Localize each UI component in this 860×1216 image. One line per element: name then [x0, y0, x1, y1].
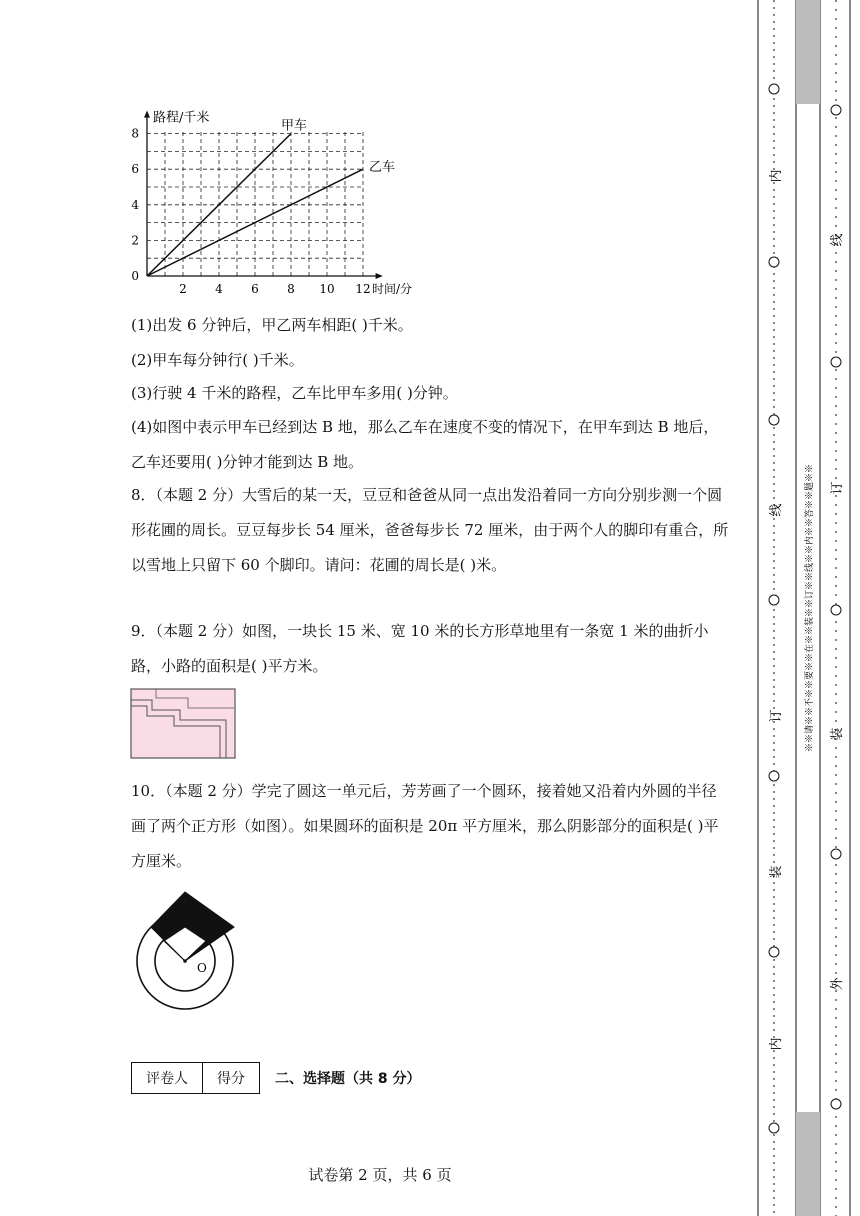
x-tick-12: 12	[355, 282, 371, 296]
outer-label-2: 订	[830, 481, 845, 495]
reviewer-cell: 评卷人	[132, 1063, 203, 1093]
y-tick-4: 4	[131, 197, 139, 212]
inner-binding-circle-1	[769, 84, 779, 94]
binding-instruction: ※※请※※不※※要※※在※※装※※订※※线※※内※※答※※题※※	[805, 463, 815, 753]
q7-sub4: (4)如图中表示甲车已经到达 B 地，那么乙车在速度不变的情况下，在甲车到达 B 地后，乙车还要用( )分钟才能到达 B 地。	[131, 418, 719, 471]
inner-label-1: 内	[769, 169, 784, 183]
inner-label-3: 装	[769, 865, 784, 879]
outer-binding-circle-1	[831, 105, 841, 115]
distance-time-chart	[125, 108, 435, 298]
inner-label-2: 订	[769, 709, 784, 723]
y-tick-2: 2	[131, 233, 139, 248]
outer-label-1: 线	[830, 233, 845, 247]
question-8: 8．（本题 2 分）大雪后的某一天，豆豆和爸爸从同一点出发沿着同一方向分别步测一个圆形花圃的周长。豆豆每步长 54 厘米，爸爸每步长 72 厘米，由于两个人的脚印有重合，所以雪地上只留下 60 个脚印。请问：花圃的周长是( )米。	[131, 486, 729, 574]
page-footer: 试卷第 2 页，共 6 页	[308, 1166, 452, 1184]
y-tick-0: 0	[131, 269, 139, 283]
series-label-2: 乙车	[369, 160, 396, 176]
x-axis-arrow	[376, 273, 383, 279]
series-label-1: 甲车	[281, 118, 308, 134]
chart-grid	[147, 130, 363, 276]
inner-label-4: 内	[769, 1037, 784, 1051]
inner-binding-circle-5	[769, 771, 779, 781]
question-9: 9．（本题 2 分）如图，一块长 15 米、宽 10 米的长方形草地里有一条宽 1 米的曲折小路，小路的面积是( )平方米。	[131, 622, 709, 675]
outer-binding-circle-4	[831, 849, 841, 859]
question-10: 10．（本题 2 分）学完了圆这一单元后，芳芳画了一个圆环，接着她又沿着内外圆的半径画了两个正方形（如图）。如果圆环的面积是 20π 平方厘米，那么阴影部分的面积是( )平方厘米。	[131, 782, 719, 870]
y-axis-label: 路程/千米	[153, 110, 210, 126]
outer-binding-circle-3	[831, 605, 841, 615]
inner-binding-circle-7	[769, 1123, 779, 1133]
lawn-path-figure	[130, 688, 236, 760]
outer-binding-circle-2	[831, 357, 841, 367]
y-axis-arrow	[144, 110, 150, 117]
q7-sub3: (3)行驶 4 千米的路程，乙车比甲车多用( )分钟。	[131, 384, 458, 402]
y-tick-6: 6	[131, 162, 139, 177]
x-axis-label: 时间/分	[372, 282, 413, 296]
score-table	[131, 1062, 260, 1094]
x-tick-2: 2	[179, 282, 187, 296]
binding-margin	[750, 0, 860, 1216]
score-cell: 得分	[217, 1071, 245, 1087]
inner-binding-circle-3	[769, 415, 779, 425]
inner-binding-circle-2	[769, 257, 779, 267]
x-tick-6: 6	[251, 282, 259, 296]
outer-label-4: 外	[830, 977, 845, 991]
outer-label-3: 装	[830, 727, 845, 741]
y-tick-8: 8	[131, 126, 139, 141]
outer-binding-circle-5	[831, 1099, 841, 1109]
chart-series	[147, 119, 395, 276]
x-tick-10: 10	[319, 282, 335, 296]
inner-binding-circle-4	[769, 595, 779, 605]
circle-center-label: O	[197, 961, 207, 975]
inner-label-line: 线	[769, 503, 784, 517]
ring-squares-figure	[130, 876, 242, 1012]
x-tick-4: 4	[215, 282, 223, 296]
q7-sub2: (2)甲车每分钟行( )千米。	[131, 351, 304, 369]
chart-axes	[144, 110, 383, 279]
q7-sub1: (1)出发 6 分钟后，甲乙两车相距( )千米。	[131, 316, 413, 334]
section-title: 二、选择题（共 8 分）	[275, 1071, 421, 1087]
x-tick-8: 8	[287, 282, 295, 296]
inner-binding-circle-6	[769, 947, 779, 957]
